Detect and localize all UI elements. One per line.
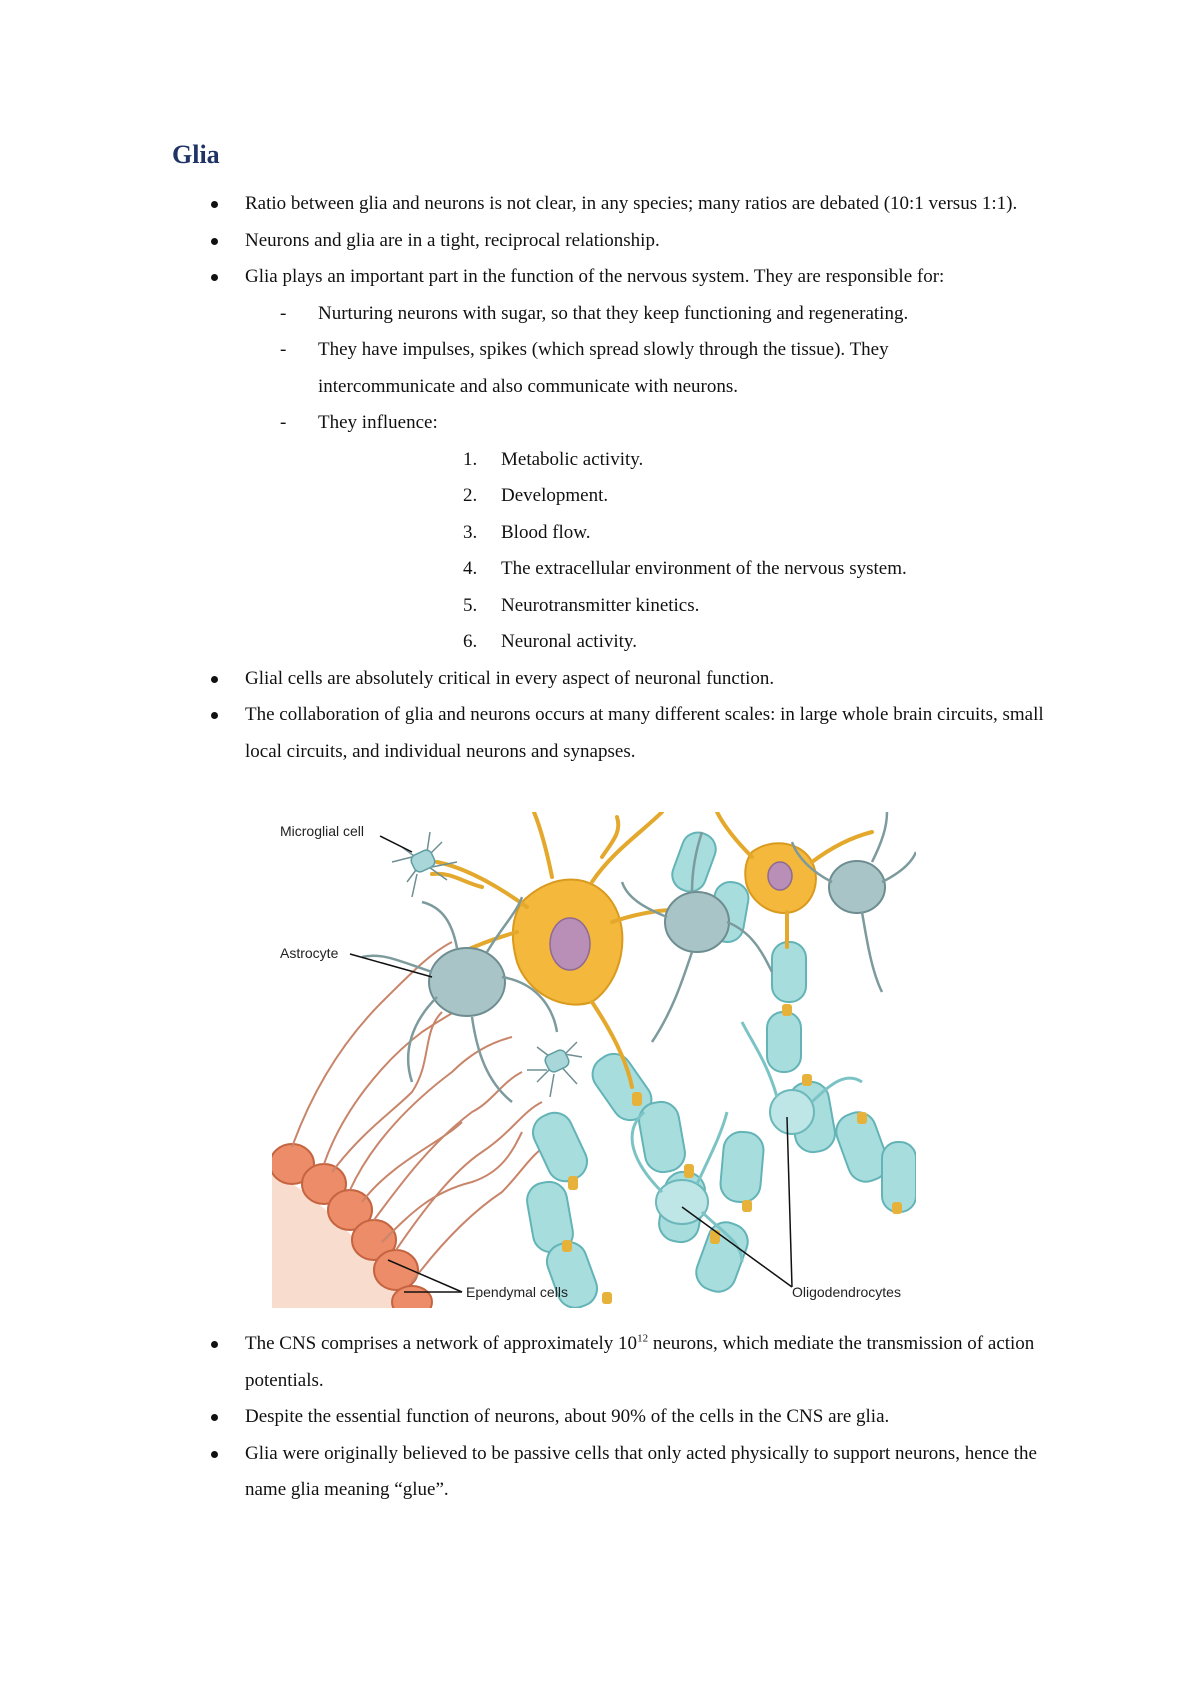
dash-icon: -: [280, 339, 287, 360]
bullet-icon: [211, 238, 218, 245]
list-item: [318, 588, 1018, 625]
astrocyte-label: Astrocyte: [280, 945, 339, 961]
dash-text: They have impulses, spikes (which spread slowly through the tissue). They intercommunicate and also communicate with neurons.: [318, 339, 889, 397]
list-item: [318, 624, 1018, 661]
list-item: [318, 442, 1018, 479]
numbered-list: [318, 442, 1018, 661]
bullet-text: Despite the essential function of neurons, about 90% of the cells in the CNS are glia.: [245, 1406, 890, 1427]
bullet-text: Ratio between glia and neurons is not clear, in any species; many ratios are debated (10:1 versus 1:1).: [245, 193, 1018, 214]
dash-text: Nurturing neurons with sugar, so that they keep functioning and regenerating.: [318, 302, 909, 324]
glia-illustration: [272, 812, 916, 1308]
bullet-icon: [211, 1414, 218, 1421]
bullet-text: The collaboration of glia and neurons occurs at many different scales: in large whole brain circuits, small local circuits, and individual neurons and synapses.: [245, 704, 1044, 762]
bullet-icon: [211, 1451, 218, 1458]
cns-text-start: The CNS comprises a network of approximately 10: [245, 1333, 638, 1354]
bullet-text: Neurons and glia are in a tight, reciprocal relationship.: [245, 229, 660, 251]
bullet-icon: [211, 1341, 218, 1348]
dash-list: [245, 296, 1045, 661]
microglial-label: Microglial cell: [280, 823, 365, 839]
ependymal-label: Ependymal cells: [466, 1284, 568, 1300]
dash-text: They influence:: [318, 412, 438, 433]
cns-text-end: neurons, which mediate the transmission of action potentials.: [245, 1333, 1035, 1391]
numbered-text: The extracellular environment of the nervous system.: [501, 558, 907, 579]
list-item: [245, 405, 1018, 661]
list-item: [0, 1436, 1045, 1509]
list-number: 6.: [463, 631, 478, 652]
list-item: [0, 1399, 1045, 1436]
bullet-icon: [211, 274, 218, 281]
bullet-list-bottom: [0, 1326, 1200, 1509]
list-item: [245, 296, 1018, 333]
list-number: 5.: [463, 594, 478, 616]
list-number: 4.: [463, 558, 478, 579]
list-number: 3.: [463, 521, 478, 543]
exponent: 12: [637, 1332, 649, 1345]
bullet-text: Glial cells are absolutely critical in every aspect of neuronal function.: [245, 667, 775, 689]
bullet-icon: [211, 676, 218, 683]
list-item: [0, 259, 1045, 661]
bullet-icon: [211, 201, 218, 208]
dash-icon: -: [280, 302, 287, 324]
list-item: [0, 661, 1045, 698]
bullet-text-cns: [245, 1333, 1034, 1391]
list-item: [318, 478, 1018, 515]
page-title: Glia: [172, 140, 220, 169]
list-number: 1.: [463, 448, 478, 470]
bullet-text: Glia plays an important part in the function of the nervous system. They are responsible for:: [245, 266, 945, 287]
numbered-text: Metabolic activity.: [501, 448, 644, 470]
glia-figure: [272, 812, 916, 1308]
bullet-text: Glia were originally believed to be passive cells that only acted physically to support neurons, hence the name glia meaning “glue”.: [245, 1442, 1037, 1500]
list-item: [0, 186, 1045, 223]
numbered-text: Development.: [501, 485, 609, 506]
list-item: [0, 223, 1045, 260]
numbered-text: Blood flow.: [501, 521, 591, 543]
oligodendrocytes-label: Oligodendrocytes: [792, 1284, 901, 1300]
dash-icon: -: [280, 412, 287, 433]
list-item: [0, 697, 1045, 770]
list-item: [318, 551, 1018, 588]
list-item: [318, 515, 1018, 552]
bullet-list-top: [0, 186, 1200, 770]
numbered-text: Neuronal activity.: [501, 631, 637, 652]
bullet-icon: [211, 712, 218, 719]
list-item: [245, 332, 1018, 405]
numbered-text: Neurotransmitter kinetics.: [501, 594, 700, 616]
list-number: 2.: [463, 485, 478, 506]
list-item: [0, 1326, 1045, 1399]
